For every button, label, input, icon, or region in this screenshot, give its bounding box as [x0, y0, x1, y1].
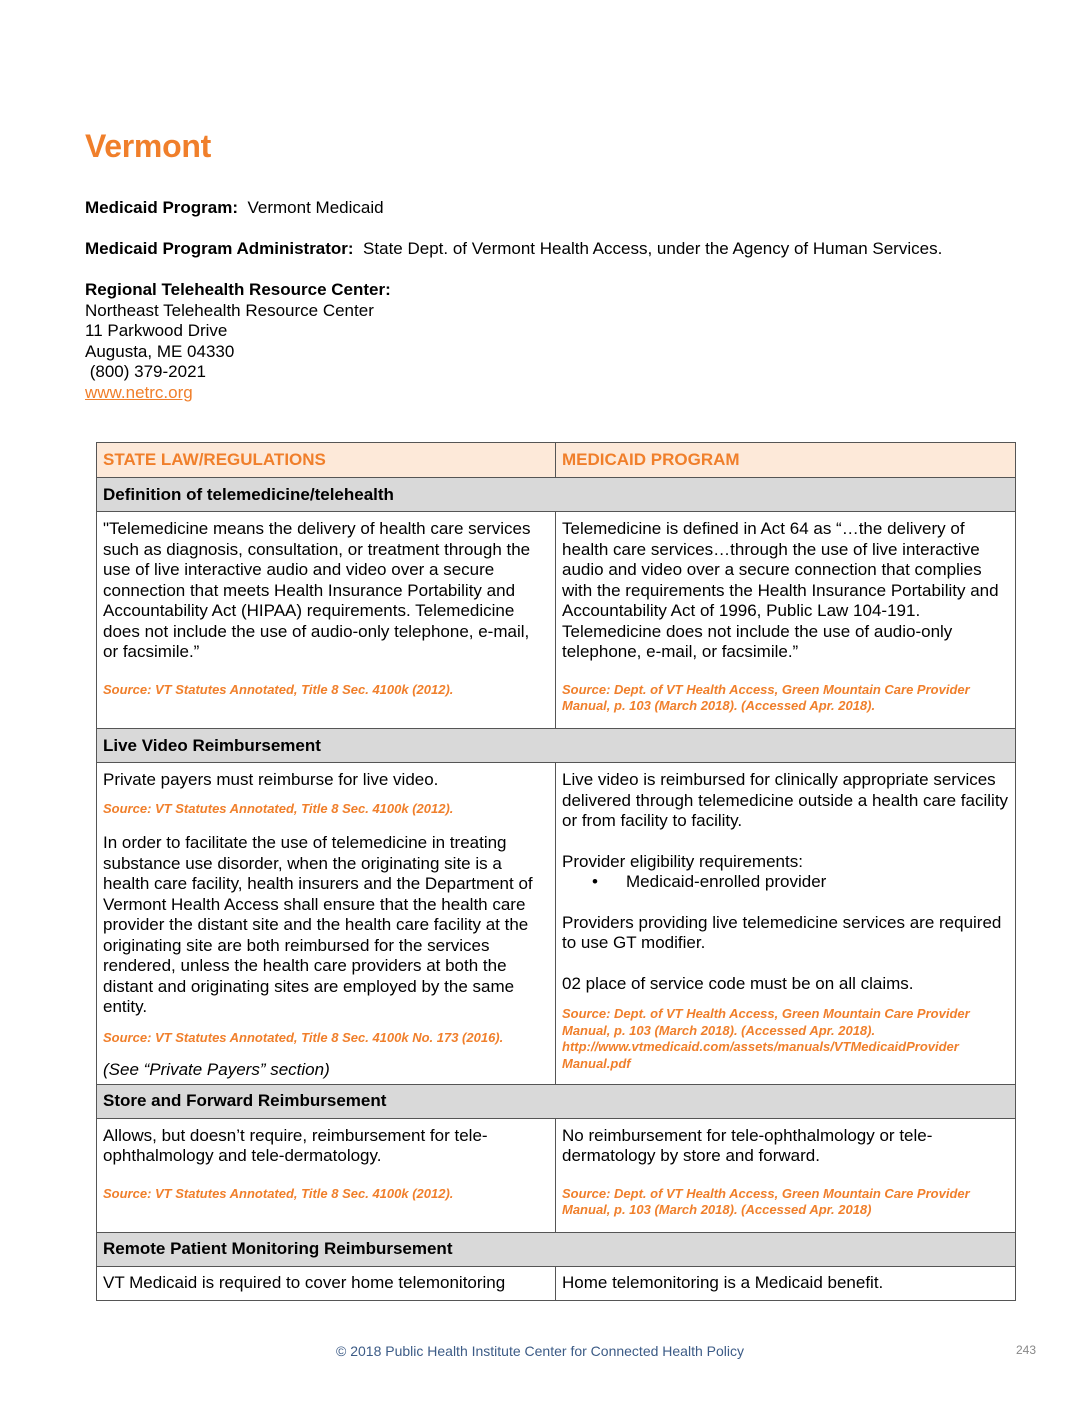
- medicaid-source: Source: Dept. of VT Health Access, Green Mountain Care Provider Manual, p. 103 (March 2018). (Accessed Apr. 2018): [562, 1185, 970, 1217]
- section-header-row: [97, 1232, 1016, 1266]
- medicaid-text: Providers providing live telemedicine services are required to use GT modifier.: [562, 912, 1002, 952]
- rtrc-block: [85, 280, 391, 403]
- state-law-source: Source: VT Statutes Annotated, Title 8 Sec. 4100k (2012).: [103, 681, 454, 697]
- state-law-cell: [97, 1118, 556, 1232]
- medicaid-cell: [556, 763, 1016, 1085]
- bullet-item: [562, 872, 1009, 893]
- column-header-state-law: STATE LAW/REGULATIONS: [97, 443, 556, 478]
- bullet-icon: •: [592, 872, 598, 891]
- table-header-row: [97, 443, 1016, 478]
- state-law-cell: [97, 512, 556, 729]
- medicaid-program-line: [85, 198, 384, 219]
- section-title: Store and Forward Reimbursement: [97, 1084, 1016, 1118]
- section-header-row: [97, 478, 1016, 512]
- table-row: [97, 1266, 1016, 1300]
- state-law-cell: [97, 763, 556, 1085]
- telehealth-policy-table: [96, 442, 1016, 1301]
- state-law-text: VT Medicaid is required to cover home telemonitoring: [103, 1272, 506, 1292]
- section-title: Remote Patient Monitoring Reimbursement: [97, 1232, 1016, 1266]
- state-law-source: Source: VT Statutes Annotated, Title 8 Sec. 4100k No. 173 (2016).: [103, 1029, 504, 1045]
- column-header-medicaid: MEDICAID PROGRAM: [556, 443, 1016, 478]
- medicaid-cell: [556, 1266, 1016, 1300]
- rtrc-website-link[interactable]: www.netrc.org: [85, 382, 193, 402]
- section-header-row: [97, 729, 1016, 763]
- table-row: [97, 763, 1016, 1085]
- medicaid-text: No reimbursement for tele-ophthalmology or tele-dermatology by store and forward.: [562, 1125, 933, 1165]
- private-payers-note: (See “Private Payers” section): [103, 1060, 330, 1079]
- rtrc-address1: 11 Parkwood Drive: [85, 321, 228, 340]
- medicaid-cell: [556, 1118, 1016, 1232]
- medicaid-text: Home telemonitoring is a Medicaid benefit.: [562, 1272, 884, 1292]
- state-law-text: In order to facilitate the use of telemedicine in treating substance use disorder, when the originating site is a health care facility, health insurers and the Department of Vermont Health Access shall ensure that the health care provider the distant site and the health care facility at the originating site are both reimbursed for the services rendered, unless the health care providers at both the distant and originating sites are employed by the same entity.: [103, 833, 533, 1016]
- state-law-cell: [97, 1266, 556, 1300]
- section-title: Definition of telemedicine/telehealth: [97, 478, 1016, 512]
- medicaid-cell: [556, 512, 1016, 729]
- bullet-text: Medicaid-enrolled provider: [626, 872, 827, 891]
- page-title: Vermont: [85, 128, 211, 164]
- medicaid-text: Provider eligibility requirements:: [562, 851, 803, 871]
- state-law-source: Source: VT Statutes Annotated, Title 8 Sec. 4100k (2012).: [103, 1185, 454, 1201]
- medicaid-text: Live video is reimbursed for clinically appropriate services delivered through telemedicine outside a health care facility or from facility to facility.: [562, 770, 1009, 830]
- page-number: 243: [1016, 1343, 1037, 1357]
- state-law-text: Allows, but doesn’t require, reimbursement for tele-ophthalmology and tele-dermatology.: [103, 1125, 488, 1165]
- state-law-source: Source: VT Statutes Annotated, Title 8 Sec. 4100k (2012).: [103, 800, 454, 816]
- medicaid-text: 02 place of service code must be on all claims.: [562, 973, 914, 993]
- section-header-row: [97, 1084, 1016, 1118]
- table-row: [97, 1118, 1016, 1232]
- table-row: [97, 512, 1016, 729]
- rtrc-address2: Augusta, ME 04330: [85, 341, 235, 361]
- medicaid-source: Source: Dept. of VT Health Access, Green Mountain Care Provider Manual, p. 103 (March 2018). (Accessed Apr. 2018). http://www.vtmedicaid.com/assets/manuals/VTMedicaidProvider Manual.pdf: [562, 1006, 970, 1071]
- state-law-text: Private payers must reimburse for live video.: [103, 770, 439, 789]
- footer-copyright: © 2018 Public Health Institute Center for Connected Health Policy: [336, 1343, 744, 1359]
- rtrc-name: Northeast Telehealth Resource Center: [85, 300, 374, 320]
- administrator-label: Medicaid Program Administrator:: [85, 239, 354, 258]
- medicaid-source: Source: Dept. of VT Health Access, Green Mountain Care Provider Manual, p. 103 (March 2018). (Accessed Apr. 2018).: [562, 681, 970, 713]
- administrator-value: State Dept. of Vermont Health Access, under the Agency of Human Services.: [363, 239, 943, 258]
- state-law-text: "Telemedicine means the delivery of health care services such as diagnosis, consultation, or treatment through the use of live interactive audio and video over a secure connection that meets Health Insurance Portability and Accountability Act (HIPAA) requirements. Telemedicine does not include the use of audio-only telephone, e-mail, or facsimile.”: [103, 519, 531, 661]
- section-title: Live Video Reimbursement: [97, 729, 1016, 763]
- rtrc-phone: (800) 379-2021: [85, 362, 206, 381]
- rtrc-label: Regional Telehealth Resource Center:: [85, 280, 391, 299]
- medicaid-text: Telemedicine is defined in Act 64 as “…the delivery of health care services…through the use of live interactive audio and video over a secure connection that complies with the requirements the Health Insurance Portability and Accountability Act of 1996, Public Law 104-191. Telemedicine does not include the use of audio-only telephone, e-mail, or facsimile.”: [562, 519, 999, 661]
- medicaid-program-label: Medicaid Program:: [85, 198, 239, 217]
- medicaid-program-value: Vermont Medicaid: [247, 198, 384, 217]
- administrator-line: [85, 239, 942, 260]
